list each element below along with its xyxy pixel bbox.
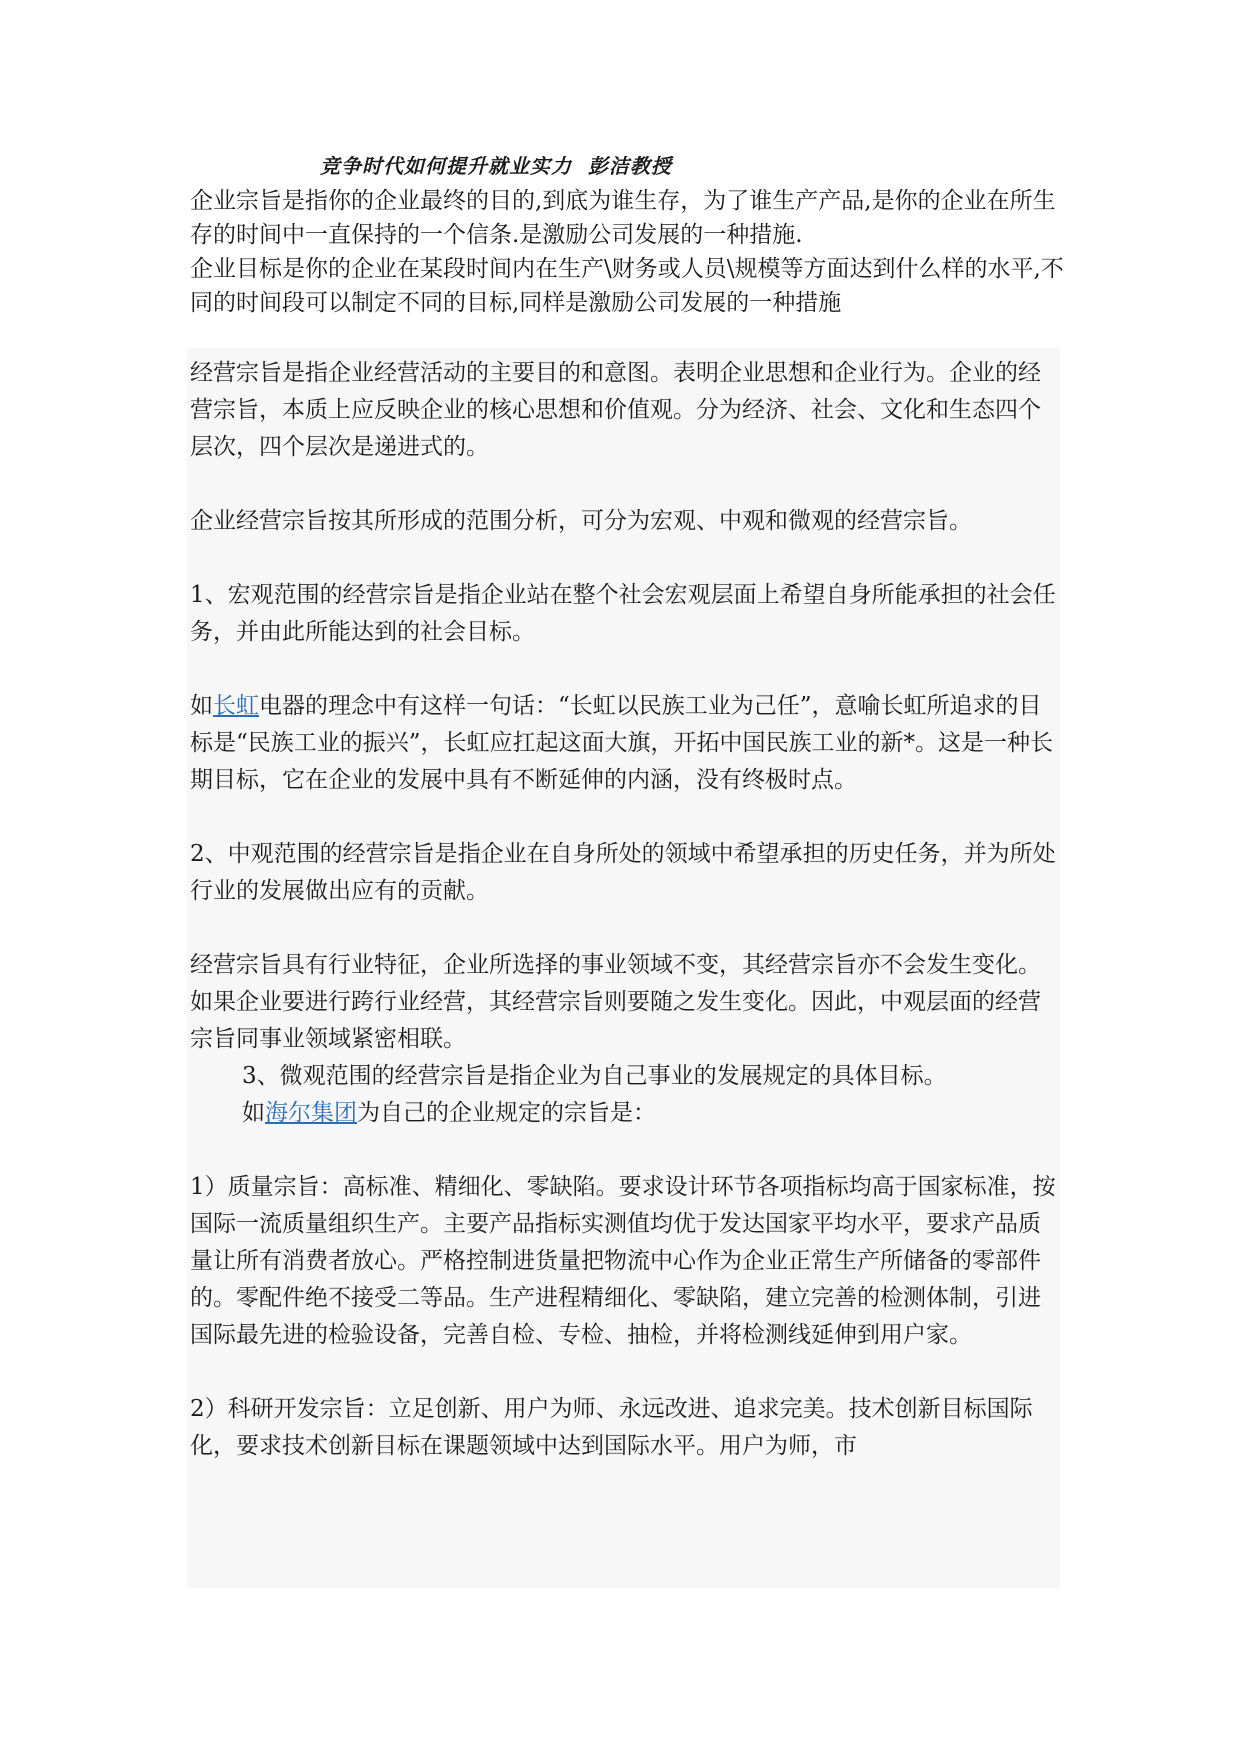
changhong-link[interactable]: 长虹 xyxy=(213,693,259,719)
main-text xyxy=(190,355,1058,1465)
text: 如 xyxy=(190,693,213,719)
paragraph xyxy=(190,1095,1058,1132)
document-title: 竞争时代如何提升就业实力 彭洁教授 xyxy=(320,154,672,178)
intro-block xyxy=(190,184,1070,320)
paragraph xyxy=(190,688,1058,799)
paragraph: 1、宏观范围的经营宗旨是指企业站在整个社会宏观层面上希望自身所能承担的社会任务，并由此所能达到的社会目标。 xyxy=(190,582,1056,645)
paragraph: 2、中观范围的经营宗旨是指企业在自身所处的领域中希望承担的历史任务，并为所处行业的发展做出应有的贡献。 xyxy=(190,841,1056,904)
haier-group-link[interactable]: 海尔集团 xyxy=(265,1100,357,1126)
paragraph: 企业经营宗旨按其所形成的范围分析，可分为宏观、中观和微观的经营宗旨。 xyxy=(190,508,972,534)
intro-paragraph: 企业目标是你的企业在某段时间内在生产\财务或人员\规模等方面达到什么样的水平,不同的时间段可以制定不同的目标,同样是激励公司发展的一种措施 xyxy=(190,256,1064,316)
text: 电器的理念中有这样一句话：“长虹以民族工业为己任”，意喻长虹所追求的目标是“民族工业的振兴”，长虹应扛起这面大旗，开拓中国民族工业的新*。这是一种长期目标，它在企业的发展中具有不断延伸的内涵，没有终极时点。 xyxy=(190,693,1054,793)
paragraph: 3、微观范围的经营宗旨是指企业为自己事业的发展规定的具体目标。 xyxy=(242,1063,947,1089)
paragraph: 1）质量宗旨：高标准、精细化、零缺陷。要求设计环节各项指标均高于国家标准，按国际一流质量组织生产。主要产品指标实测值均优于发达国家平均水平，要求产品质量让所有消费者放心。严格控制进货量把物流中心作为企业正常生产所储备的零部件的。零配件绝不接受二等品。生产进程精细化、零缺陷，建立完善的检测体制，引进国际最先进的检验设备，完善自检、专检、抽检，并将检测线延伸到用户家。 xyxy=(190,1174,1056,1348)
intro-paragraph: 企业宗旨是指你的企业最终的目的,到底为谁生存，为了谁生产产品,是你的企业在所生存的时间中一直保持的一个信条.是激励公司发展的一种措施. xyxy=(190,188,1056,248)
paragraph: 2）科研开发宗旨：立足创新、用户为师、永远改进、追求完美。技术创新目标国际化，要求技术创新目标在课题领域中达到国际水平。用户为师，市 xyxy=(190,1396,1033,1459)
paragraph: 经营宗旨具有行业特征，企业所选择的事业领域不变，其经营宗旨亦不会发生变化。如果企业要进行跨行业经营，其经营宗旨则要随之发生变化。因此，中观层面的经营宗旨同事业领域紧密相联。 xyxy=(190,952,1041,1052)
text: 如 xyxy=(242,1100,265,1126)
paragraph: 经营宗旨是指企业经营活动的主要目的和意图。表明企业思想和企业行为。企业的经营宗旨，本质上应反映企业的核心思想和价值观。分为经济、社会、文化和生态四个层次，四个层次是递进式的。 xyxy=(190,360,1041,460)
text: 为自己的企业规定的宗旨是： xyxy=(357,1100,656,1126)
